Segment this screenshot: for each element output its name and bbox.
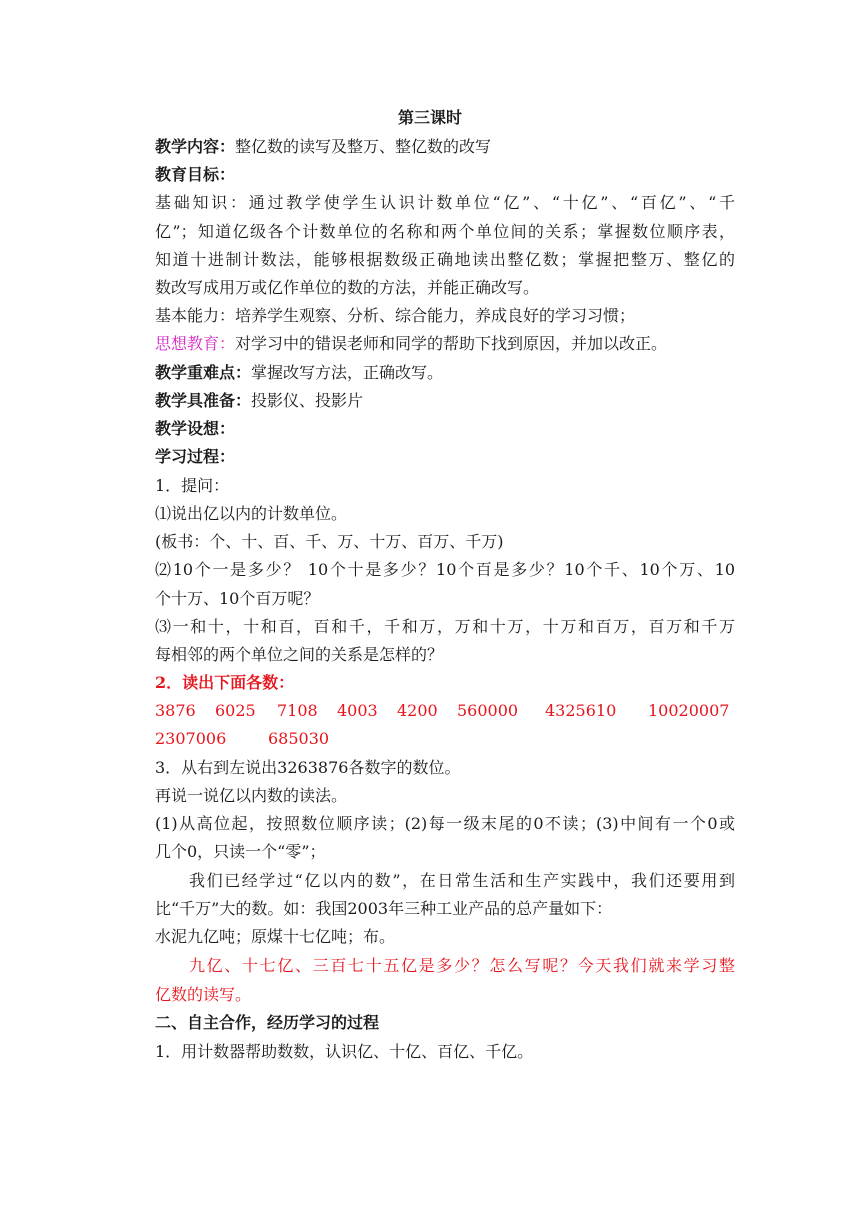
intro-line: 比“千万”大的数。如：我国2003年三种工业产品的总产量如下： xyxy=(155,899,613,918)
thought-education-text: 对学习中的错误老师和同学的帮助下找到原因，并加以改正。 xyxy=(235,334,668,353)
process-heading: 学习过程： xyxy=(155,447,236,466)
page-title: 第三课时 xyxy=(397,108,462,127)
question-line: 亿数的读写。 xyxy=(155,985,252,1004)
number-item: 2307006 xyxy=(155,729,227,748)
key-points xyxy=(155,363,735,383)
question-1: 1．提问： xyxy=(155,476,230,495)
number-item: 7108 xyxy=(277,701,318,720)
teaching-tools xyxy=(155,391,735,411)
goals-heading: 教育目标： xyxy=(155,165,236,184)
question-1-2-line: 个十万、10个百万呢？ xyxy=(155,589,320,608)
basic-ability: 基本能力：培养学生观察、分析、综合能力，养成良好的学习习惯； xyxy=(155,306,636,325)
question-3-followup: 再说一说亿以内数的读法。 xyxy=(155,786,348,805)
design-heading: 教学设想： xyxy=(155,419,236,438)
question-1-3-line: 每相邻的两个单位之间的关系是怎样的？ xyxy=(155,645,444,664)
step-1: 1．用计数器帮助数数，认识亿、十亿、百亿、千亿。 xyxy=(155,1042,534,1061)
question-2: 2．读出下面各数： xyxy=(155,673,295,692)
teaching-tools-label: 教学具准备： xyxy=(155,391,252,410)
products-line: 水泥九亿吨；原煤十七亿吨；布。 xyxy=(155,927,396,946)
basic-knowledge-line: 基础知识：通过教学使学生认识计数单位“亿”、“十亿”、“百亿”、“千 xyxy=(155,193,735,212)
numbers-row-2 xyxy=(155,729,735,749)
teaching-content-label: 教学内容： xyxy=(155,137,236,156)
key-points-text: 掌握改写方法，正确改写。 xyxy=(251,363,444,382)
teaching-content-text: 整亿数的读写及整万、整亿数的改写 xyxy=(235,137,492,156)
number-item: 3876 xyxy=(155,701,196,720)
reading-rules-line: (1)从高位起，按照数位顺序读；(2)每一级末尾的0不读；(3)中间有一个0或 xyxy=(155,814,735,833)
question-1-1: ⑴说出亿以内的计数单位。 xyxy=(155,504,348,523)
thought-education xyxy=(155,334,735,354)
numbers-row-1 xyxy=(155,701,735,721)
question-line: 九亿、十七亿、三百七十五亿是多少？怎么写呢？今天我们就来学习整 xyxy=(189,956,735,975)
number-item: 685030 xyxy=(268,729,330,748)
basic-knowledge-line: 亿”；知道亿级各个计数单位的名称和两个单位间的关系；掌握数位顺序表， xyxy=(155,222,735,241)
key-points-label: 教学重难点： xyxy=(155,363,252,382)
reading-rules-line: 几个0，只读一个“零”； xyxy=(155,842,326,861)
thought-education-label: 思想教育： xyxy=(155,334,236,353)
basic-knowledge-line: 数改写成用万或亿作单位的数的方法，并能正确改写。 xyxy=(155,278,540,297)
number-item: 4200 xyxy=(397,701,438,720)
number-item: 10020007 xyxy=(648,701,730,720)
teaching-content xyxy=(155,137,735,157)
teaching-tools-text: 投影仪、投影片 xyxy=(251,391,364,410)
number-item: 6025 xyxy=(215,701,256,720)
number-item: 560000 xyxy=(457,701,519,720)
question-1-3-line: ⑶一和十，十和百，百和千，千和万，万和十万，十万和百万，百万和千万 xyxy=(155,617,735,636)
basic-knowledge-line: 知道十进制计数法，能够根据数级正确地读出整亿数；掌握把整万、整亿的 xyxy=(155,250,735,269)
number-item: 4325610 xyxy=(545,701,617,720)
question-3: 3．从右到左说出3263876各数字的数位。 xyxy=(155,758,461,777)
section-2-heading: 二、自主合作，经历学习的过程 xyxy=(155,1013,380,1032)
number-item: 4003 xyxy=(337,701,378,720)
question-1-2-line: ⑵10个一是多少？ 10个十是多少？10个百是多少？10个千、10个万、10 xyxy=(155,560,735,579)
intro-line: 我们已经学过“亿以内的数”，在日常生活和生产实践中，我们还要用到 xyxy=(189,871,735,890)
board-notes: (板书：个、十、百、千、万、十万、百万、千万) xyxy=(155,532,504,551)
